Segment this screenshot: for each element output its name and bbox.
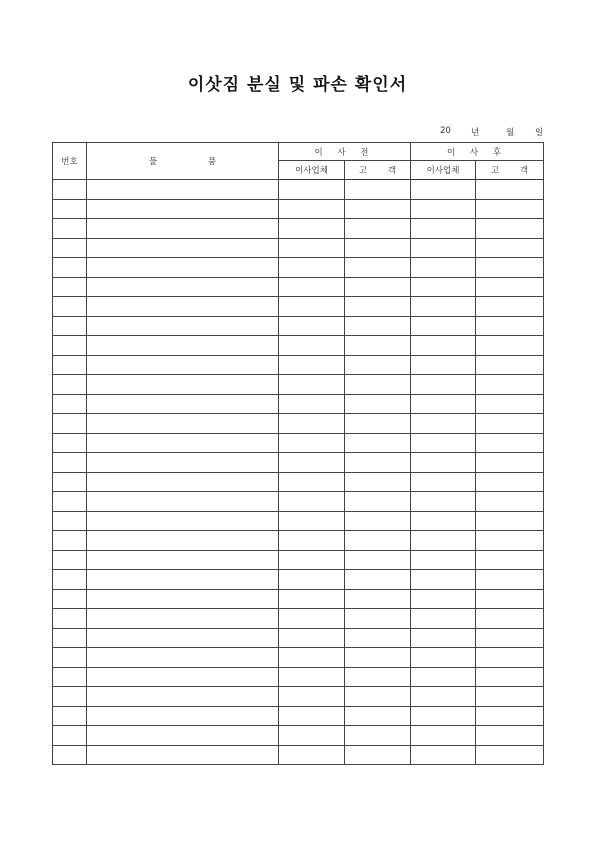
- cell-after-mover[interactable]: [411, 511, 476, 531]
- cell-number[interactable]: [53, 355, 87, 375]
- cell-after-customer[interactable]: [476, 550, 544, 570]
- cell-number[interactable]: [53, 336, 87, 356]
- cell-before-customer[interactable]: [345, 199, 411, 219]
- cell-before-customer[interactable]: [345, 726, 411, 746]
- cell-after-customer[interactable]: [476, 258, 544, 278]
- cell-number[interactable]: [53, 726, 87, 746]
- cell-before-mover[interactable]: [279, 492, 345, 512]
- cell-before-customer[interactable]: [345, 258, 411, 278]
- cell-number[interactable]: [53, 238, 87, 258]
- table-row: [53, 414, 544, 434]
- cell-after-customer[interactable]: [476, 433, 544, 453]
- cell-before-mover[interactable]: [279, 550, 345, 570]
- cell-number[interactable]: [53, 609, 87, 629]
- cell-after-mover[interactable]: [411, 531, 476, 551]
- table-row: [53, 375, 544, 395]
- cell-item[interactable]: [87, 219, 279, 239]
- cell-before-customer[interactable]: [345, 570, 411, 590]
- table-row: [53, 238, 544, 258]
- cell-after-customer[interactable]: [476, 589, 544, 609]
- table-row: [53, 589, 544, 609]
- cell-after-mover[interactable]: [411, 355, 476, 375]
- cell-after-mover[interactable]: [411, 609, 476, 629]
- cell-after-mover[interactable]: [411, 297, 476, 317]
- cell-after-mover[interactable]: [411, 219, 476, 239]
- cell-number[interactable]: [53, 570, 87, 590]
- cell-after-customer[interactable]: [476, 414, 544, 434]
- cell-before-customer[interactable]: [345, 316, 411, 336]
- header-after-move: 이 사 후: [411, 143, 544, 161]
- cell-number[interactable]: [53, 414, 87, 434]
- table-row: [53, 258, 544, 278]
- cell-item[interactable]: [87, 648, 279, 668]
- cell-item[interactable]: [87, 687, 279, 707]
- cell-number[interactable]: [53, 297, 87, 317]
- cell-number[interactable]: [53, 433, 87, 453]
- cell-number[interactable]: [53, 258, 87, 278]
- cell-item[interactable]: [87, 511, 279, 531]
- cell-before-mover[interactable]: [279, 355, 345, 375]
- table-row: [53, 453, 544, 473]
- cell-before-mover[interactable]: [279, 511, 345, 531]
- cell-item[interactable]: [87, 199, 279, 219]
- cell-before-customer[interactable]: [345, 706, 411, 726]
- table-row: [53, 745, 544, 765]
- date-year-unit: 년: [471, 128, 480, 138]
- table-row: [53, 316, 544, 336]
- cell-before-customer[interactable]: [345, 745, 411, 765]
- header-after-mover: 이사업체: [411, 161, 476, 180]
- cell-number[interactable]: [53, 180, 87, 200]
- cell-item[interactable]: [87, 316, 279, 336]
- cell-item[interactable]: [87, 745, 279, 765]
- cell-before-customer[interactable]: [345, 531, 411, 551]
- cell-before-mover[interactable]: [279, 687, 345, 707]
- cell-number[interactable]: [53, 745, 87, 765]
- cell-after-mover[interactable]: [411, 706, 476, 726]
- cell-before-mover[interactable]: [279, 258, 345, 278]
- cell-before-customer[interactable]: [345, 453, 411, 473]
- cell-number[interactable]: [53, 511, 87, 531]
- cell-number[interactable]: [53, 492, 87, 512]
- cell-before-customer[interactable]: [345, 433, 411, 453]
- table-row: [53, 609, 544, 629]
- cell-after-mover[interactable]: [411, 726, 476, 746]
- cell-before-customer[interactable]: [345, 589, 411, 609]
- header-before-move: 이 사 전: [279, 143, 411, 161]
- cell-before-customer[interactable]: [345, 336, 411, 356]
- cell-item[interactable]: [87, 609, 279, 629]
- cell-before-customer[interactable]: [345, 687, 411, 707]
- cell-before-customer[interactable]: [345, 550, 411, 570]
- cell-item[interactable]: [87, 336, 279, 356]
- cell-after-customer[interactable]: [476, 706, 544, 726]
- cell-number[interactable]: [53, 667, 87, 687]
- cell-before-customer[interactable]: [345, 628, 411, 648]
- cell-number[interactable]: [53, 687, 87, 707]
- table-row: [53, 531, 544, 551]
- cell-before-mover[interactable]: [279, 297, 345, 317]
- cell-after-customer[interactable]: [476, 297, 544, 317]
- cell-before-customer[interactable]: [345, 219, 411, 239]
- table-row: [53, 277, 544, 297]
- cell-before-mover[interactable]: [279, 667, 345, 687]
- table-row: [53, 706, 544, 726]
- cell-number[interactable]: [53, 394, 87, 414]
- cell-item[interactable]: [87, 355, 279, 375]
- cell-before-customer[interactable]: [345, 667, 411, 687]
- cell-number[interactable]: [53, 199, 87, 219]
- cell-item[interactable]: [87, 297, 279, 317]
- cell-after-mover[interactable]: [411, 628, 476, 648]
- table-row: [53, 648, 544, 668]
- cell-before-customer[interactable]: [345, 277, 411, 297]
- cell-number[interactable]: [53, 589, 87, 609]
- cell-item[interactable]: [87, 472, 279, 492]
- cell-before-customer[interactable]: [345, 609, 411, 629]
- cell-item[interactable]: [87, 667, 279, 687]
- cell-before-customer[interactable]: [345, 648, 411, 668]
- table-row: [53, 180, 544, 200]
- cell-before-mover[interactable]: [279, 414, 345, 434]
- cell-after-mover[interactable]: [411, 414, 476, 434]
- cell-before-mover[interactable]: [279, 453, 345, 473]
- cell-number[interactable]: [53, 453, 87, 473]
- cell-item[interactable]: [87, 570, 279, 590]
- cell-before-mover[interactable]: [279, 336, 345, 356]
- cell-after-customer[interactable]: [476, 316, 544, 336]
- cell-item[interactable]: [87, 238, 279, 258]
- cell-after-mover[interactable]: [411, 238, 476, 258]
- table-row: [53, 472, 544, 492]
- cell-number[interactable]: [53, 628, 87, 648]
- table-row: [53, 628, 544, 648]
- cell-number[interactable]: [53, 531, 87, 551]
- table-row: [53, 394, 544, 414]
- cell-after-customer[interactable]: [476, 628, 544, 648]
- table-row: [53, 433, 544, 453]
- cell-item[interactable]: [87, 706, 279, 726]
- cell-before-customer[interactable]: [345, 355, 411, 375]
- cell-item[interactable]: [87, 258, 279, 278]
- cell-item[interactable]: [87, 628, 279, 648]
- cell-after-mover[interactable]: [411, 336, 476, 356]
- cell-item[interactable]: [87, 277, 279, 297]
- cell-before-mover[interactable]: [279, 180, 345, 200]
- cell-before-customer[interactable]: [345, 394, 411, 414]
- cell-after-customer[interactable]: [476, 180, 544, 200]
- cell-before-mover[interactable]: [279, 531, 345, 551]
- cell-after-customer[interactable]: [476, 355, 544, 375]
- cell-item[interactable]: [87, 375, 279, 395]
- cell-before-mover[interactable]: [279, 316, 345, 336]
- cell-number[interactable]: [53, 277, 87, 297]
- cell-after-customer[interactable]: [476, 375, 544, 395]
- cell-before-customer[interactable]: [345, 472, 411, 492]
- header-item: 물 품: [87, 143, 279, 180]
- cell-before-mover[interactable]: [279, 219, 345, 239]
- cell-before-customer[interactable]: [345, 492, 411, 512]
- cell-item[interactable]: [87, 414, 279, 434]
- cell-after-mover[interactable]: [411, 277, 476, 297]
- cell-after-mover[interactable]: [411, 550, 476, 570]
- cell-after-mover[interactable]: [411, 180, 476, 200]
- cell-before-mover[interactable]: [279, 375, 345, 395]
- cell-before-customer[interactable]: [345, 180, 411, 200]
- cell-before-mover[interactable]: [279, 472, 345, 492]
- cell-before-mover[interactable]: [279, 570, 345, 590]
- cell-after-customer[interactable]: [476, 199, 544, 219]
- header-after-customer: 고 객: [476, 161, 544, 180]
- cell-number[interactable]: [53, 219, 87, 239]
- cell-item[interactable]: [87, 726, 279, 746]
- cell-after-mover[interactable]: [411, 472, 476, 492]
- page-title: 이삿짐 분실 및 파손 확인서: [187, 75, 408, 95]
- cell-after-mover[interactable]: [411, 667, 476, 687]
- cell-number[interactable]: [53, 316, 87, 336]
- cell-after-mover[interactable]: [411, 745, 476, 765]
- header-number: 번호: [53, 143, 87, 180]
- cell-after-mover[interactable]: [411, 258, 476, 278]
- cell-number[interactable]: [53, 648, 87, 668]
- cell-after-mover[interactable]: [411, 492, 476, 512]
- cell-before-mover[interactable]: [279, 628, 345, 648]
- cell-before-mover[interactable]: [279, 238, 345, 258]
- table-row: [53, 355, 544, 375]
- cell-item[interactable]: [87, 394, 279, 414]
- cell-number[interactable]: [53, 550, 87, 570]
- cell-after-mover[interactable]: [411, 570, 476, 590]
- table-row: [53, 550, 544, 570]
- cell-after-customer[interactable]: [476, 238, 544, 258]
- date-line: [436, 126, 546, 138]
- table-row: [53, 687, 544, 707]
- cell-after-customer[interactable]: [476, 531, 544, 551]
- cell-after-customer[interactable]: [476, 570, 544, 590]
- table-row: [53, 492, 544, 512]
- header-before-customer: 고 객: [345, 161, 411, 180]
- table-row: [53, 570, 544, 590]
- cell-after-customer[interactable]: [476, 667, 544, 687]
- cell-after-customer[interactable]: [476, 511, 544, 531]
- cell-before-customer[interactable]: [345, 375, 411, 395]
- cell-after-customer[interactable]: [476, 453, 544, 473]
- cell-before-customer[interactable]: [345, 238, 411, 258]
- table-row: [53, 219, 544, 239]
- cell-before-mover[interactable]: [279, 433, 345, 453]
- cell-after-mover[interactable]: [411, 433, 476, 453]
- cell-before-mover[interactable]: [279, 199, 345, 219]
- cell-after-customer[interactable]: [476, 472, 544, 492]
- date-day-unit: 일: [535, 128, 544, 138]
- cell-before-mover[interactable]: [279, 706, 345, 726]
- cell-after-mover[interactable]: [411, 375, 476, 395]
- cell-before-mover[interactable]: [279, 609, 345, 629]
- cell-before-mover[interactable]: [279, 394, 345, 414]
- cell-item[interactable]: [87, 453, 279, 473]
- cell-after-customer[interactable]: [476, 648, 544, 668]
- cell-after-mover[interactable]: [411, 316, 476, 336]
- table-body: [53, 180, 544, 765]
- table-row: [53, 726, 544, 746]
- confirmation-table: [52, 142, 544, 765]
- table-row: [53, 667, 544, 687]
- cell-after-customer[interactable]: [476, 492, 544, 512]
- cell-number[interactable]: [53, 375, 87, 395]
- cell-number[interactable]: [53, 706, 87, 726]
- cell-after-mover[interactable]: [411, 589, 476, 609]
- cell-after-mover[interactable]: [411, 394, 476, 414]
- cell-item[interactable]: [87, 589, 279, 609]
- cell-before-mover[interactable]: [279, 648, 345, 668]
- cell-after-mover[interactable]: [411, 199, 476, 219]
- cell-number[interactable]: [53, 472, 87, 492]
- cell-after-customer[interactable]: [476, 219, 544, 239]
- cell-item[interactable]: [87, 433, 279, 453]
- cell-after-mover[interactable]: [411, 687, 476, 707]
- header-before-mover: 이사업체: [279, 161, 345, 180]
- cell-before-mover[interactable]: [279, 745, 345, 765]
- cell-after-customer[interactable]: [476, 745, 544, 765]
- cell-after-customer[interactable]: [476, 726, 544, 746]
- cell-after-customer[interactable]: [476, 394, 544, 414]
- cell-item[interactable]: [87, 531, 279, 551]
- cell-before-mover[interactable]: [279, 726, 345, 746]
- cell-before-customer[interactable]: [345, 511, 411, 531]
- cell-before-customer[interactable]: [345, 414, 411, 434]
- date-month-unit: 월: [506, 128, 515, 138]
- cell-after-mover[interactable]: [411, 453, 476, 473]
- table-row: [53, 336, 544, 356]
- cell-after-customer[interactable]: [476, 687, 544, 707]
- date-year-prefix: 20: [440, 126, 451, 136]
- cell-after-customer[interactable]: [476, 336, 544, 356]
- table-row: [53, 297, 544, 317]
- cell-before-mover[interactable]: [279, 277, 345, 297]
- table-row: [53, 199, 544, 219]
- cell-after-mover[interactable]: [411, 648, 476, 668]
- cell-before-customer[interactable]: [345, 297, 411, 317]
- table-row: [53, 511, 544, 531]
- cell-after-customer[interactable]: [476, 609, 544, 629]
- cell-before-mover[interactable]: [279, 589, 345, 609]
- cell-item[interactable]: [87, 492, 279, 512]
- cell-after-customer[interactable]: [476, 277, 544, 297]
- cell-item[interactable]: [87, 180, 279, 200]
- cell-item[interactable]: [87, 550, 279, 570]
